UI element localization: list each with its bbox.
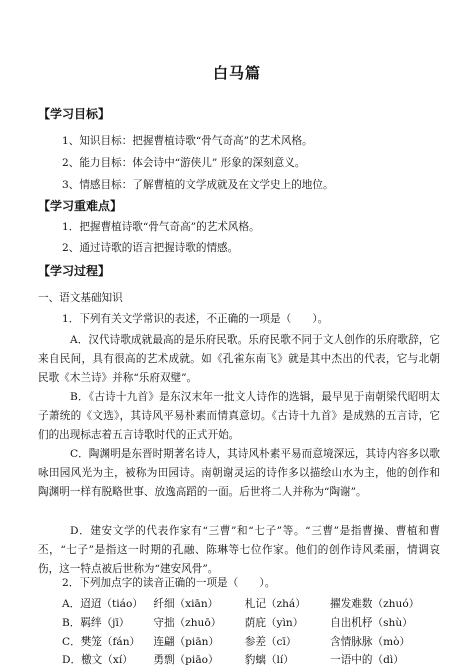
q2-word: 一语中的（dì） [330,654,404,666]
q2-option-row-b [62,615,413,630]
page-title: 白马篇 [212,64,261,82]
q1-option-d: D．建安文学的代表作家有“三曹”和“七子”等。“三曹”是指曹操、曹植和曹丕，“七子”是指这一时期的孔融、陈琳等七位作家。他们的创作诗风柔丽，情调哀伤，这一特点被后世称为“建安风骨”。 [38,525,440,575]
q2-word: A．迢迢（tiáo） [62,598,143,610]
goal-item-2: 2、能力目标：体会诗中“游侠儿” 形象的深刻意义。 [62,157,306,169]
q2-word: 勇剽（piāo） [153,654,219,666]
q2-word: B．羁绊（jī） [62,617,130,629]
q2-option-row-d [62,652,404,667]
goal-item-3: 3、情感目标：了解曹植的文学成就及在文学史上的地位。 [62,179,334,191]
q1-option-a: A．汉代诗歌成就最高的是乐府民歌。乐府民歌不同于文人创作的乐府歌辞，它来自民间，具有很高的艺术成就。如《孔雀东南飞》就是其中杰出的代表，它与北朝民歌《木兰诗》并称“乐府双璧”。 [38,334,440,384]
focus-item-2: 2、通过诗歌的语言把握诗歌的情感。 [62,242,239,254]
q2-word: C．樊笼（fán） [62,636,141,648]
q2-option-row-c [62,634,410,649]
q2-word: 札记（zhá） [244,598,306,610]
q2-word: 擢发难数（zhuó） [330,598,420,610]
q1-option-b: B．《古诗十九首》是东汉末年一批文人诗作的选辑，最早见于南朝梁代昭明太子萧统的《文选》，其诗风平易朴素而情真意切。《古诗十九首》是成熟的五言诗，它们的出现标志着五言诗歌时代的正式开始。 [38,391,440,441]
question-1: 1．下列有关文学常识的表述，不正确的一项是（ ）。 [62,313,329,325]
q2-word: 豹螭（lí） [244,654,294,666]
q2-word: 荫庇（yìn） [244,617,304,629]
q2-option-row-a [62,596,419,611]
focus-item-1: 1．把握曹植诗歌“骨气奇高”的艺术风格。 [62,221,260,233]
question-2: 2．下列加点字的读音正确的一项是（ ）。 [62,577,276,589]
process-heading: 【学习过程】 [38,264,111,278]
q2-word: D．檄文（xí） [62,654,133,666]
q2-word: 含情脉脉（mò） [330,636,411,648]
goals-heading: 【学习目标】 [38,107,111,121]
q2-word: 守拙（zhuō） [153,617,222,629]
q2-word: 连翩（piān） [153,636,220,648]
focus-heading: 【学习重难点】 [38,199,123,213]
process-subheading: 一、语文基础知识 [38,292,123,304]
q2-word: 纤细（xiān） [153,598,219,610]
q1-option-c: C．陶渊明是东晋时期著名诗人，其诗风朴素平易而意境深远，其诗内容多以歌咏田园风光为主，被称为田园诗。南朝谢灵运的诗作多以描绘山水为主，他的创作和陶渊明一样有脱略世事、放逸高蹈的一面。后世将二人并称为“陶谢”。 [38,448,440,498]
q2-word: 参差（cī） [244,636,297,648]
q2-word: 自出机杼（shù） [330,617,413,629]
goal-item-1: 1、知识目标：把握曹植诗歌“骨气奇高”的艺术风格。 [62,135,313,147]
